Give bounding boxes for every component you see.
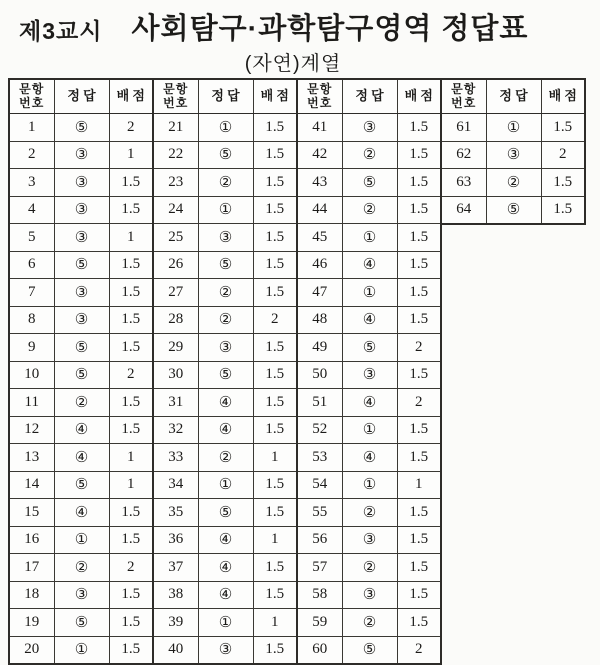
table-row: [9, 526, 153, 554]
question-number-cell: 23: [153, 169, 198, 197]
answer-header: 정 답: [198, 79, 253, 114]
points-header: 배 점: [253, 79, 297, 114]
table-row: [153, 444, 297, 472]
points-cell: 1.5: [109, 306, 153, 334]
question-number-cell: 60: [297, 636, 342, 664]
answer-cell: ③: [342, 114, 397, 142]
answer-tables: [8, 78, 586, 665]
points-cell: 1.5: [397, 499, 441, 527]
points-cell: 1.5: [397, 581, 441, 609]
question-number-cell: 15: [9, 499, 54, 527]
question-number-cell: 29: [153, 334, 198, 362]
table-row: [9, 416, 153, 444]
answer-cell: ②: [486, 169, 541, 197]
table-row: [153, 141, 297, 169]
question-number-cell: 51: [297, 389, 342, 417]
question-number-cell: 12: [9, 416, 54, 444]
question-number-cell: 19: [9, 609, 54, 637]
table-row: [297, 416, 441, 444]
answer-cell: ⑤: [198, 499, 253, 527]
points-cell: 1.5: [397, 279, 441, 307]
answer-cell: ④: [342, 251, 397, 279]
points-cell: 1.5: [253, 636, 297, 664]
question-number-cell: 32: [153, 416, 198, 444]
answer-cell: ①: [198, 114, 253, 142]
table-row: [9, 334, 153, 362]
answer-cell: ③: [486, 141, 541, 169]
points-cell: 1: [109, 141, 153, 169]
header-row: [153, 79, 297, 114]
header-row: [9, 79, 153, 114]
answer-cell: ⑤: [486, 196, 541, 224]
question-number-cell: 41: [297, 114, 342, 142]
points-cell: 1.5: [253, 334, 297, 362]
question-number-cell: 57: [297, 554, 342, 582]
answer-cell: ⑤: [54, 361, 109, 389]
question-number-cell: 27: [153, 279, 198, 307]
table-row: [153, 554, 297, 582]
table-row: [9, 636, 153, 664]
answer-cell: ③: [342, 361, 397, 389]
question-number-cell: 50: [297, 361, 342, 389]
table-row: [153, 389, 297, 417]
answer-cell: ④: [342, 306, 397, 334]
answer-rows-q1-20: [9, 114, 153, 665]
points-cell: 1.5: [397, 196, 441, 224]
table-row: [297, 114, 441, 142]
points-cell: 1.5: [397, 609, 441, 637]
answer-cell: ③: [54, 169, 109, 197]
question-number-cell: 30: [153, 361, 198, 389]
table-row: [153, 526, 297, 554]
question-number-header: 문항 번호: [297, 79, 342, 114]
question-number-cell: 2: [9, 141, 54, 169]
question-number-cell: 36: [153, 526, 198, 554]
points-cell: 1.5: [253, 554, 297, 582]
question-number-cell: 44: [297, 196, 342, 224]
question-number-cell: 59: [297, 609, 342, 637]
question-number-cell: 10: [9, 361, 54, 389]
table-row: [297, 169, 441, 197]
answer-cell: ③: [198, 224, 253, 252]
table-row: [9, 141, 153, 169]
table-row: [9, 444, 153, 472]
table-row: [153, 636, 297, 664]
question-number-cell: 46: [297, 251, 342, 279]
answer-cell: ②: [54, 554, 109, 582]
answer-cell: ②: [54, 389, 109, 417]
answer-cell: ③: [54, 581, 109, 609]
answer-header: 정 답: [54, 79, 109, 114]
answer-cell: ①: [342, 279, 397, 307]
question-number-cell: 1: [9, 114, 54, 142]
answer-cell: ④: [198, 416, 253, 444]
answer-cell: ②: [198, 279, 253, 307]
points-header: 배 점: [109, 79, 153, 114]
points-cell: 1.5: [109, 581, 153, 609]
table-row: [9, 499, 153, 527]
answer-cell: ④: [54, 416, 109, 444]
question-number-cell: 22: [153, 141, 198, 169]
answer-cell: ③: [342, 581, 397, 609]
points-cell: 1.5: [109, 251, 153, 279]
answer-cell: ③: [54, 279, 109, 307]
question-number-cell: 38: [153, 581, 198, 609]
answer-cell: ④: [342, 444, 397, 472]
page-header: [0, 0, 600, 78]
answer-cell: ④: [198, 581, 253, 609]
answer-cell: ④: [54, 444, 109, 472]
answer-table-q41-60: [296, 78, 442, 665]
table-row: [153, 169, 297, 197]
answer-cell: ④: [198, 389, 253, 417]
table-row: [153, 114, 297, 142]
points-cell: 1: [253, 444, 297, 472]
answer-cell: ⑤: [198, 361, 253, 389]
question-number-cell: 58: [297, 581, 342, 609]
question-number-cell: 8: [9, 306, 54, 334]
points-cell: 1.5: [397, 306, 441, 334]
answer-cell: ③: [54, 196, 109, 224]
points-cell: 2: [397, 334, 441, 362]
answer-cell: ②: [198, 306, 253, 334]
points-cell: 1.5: [109, 196, 153, 224]
table-row: [9, 279, 153, 307]
answer-cell: ②: [342, 499, 397, 527]
question-number-cell: 55: [297, 499, 342, 527]
answer-cell: ③: [54, 141, 109, 169]
question-number-cell: 43: [297, 169, 342, 197]
answer-cell: ⑤: [54, 251, 109, 279]
answer-cell: ③: [198, 636, 253, 664]
answer-cell: ①: [54, 636, 109, 664]
table-row: [297, 636, 441, 664]
points-cell: 1.5: [253, 361, 297, 389]
points-cell: 1.5: [253, 196, 297, 224]
answer-cell: ①: [342, 416, 397, 444]
answer-cell: ③: [54, 306, 109, 334]
answer-table-q21-40: [152, 78, 298, 665]
question-number-cell: 6: [9, 251, 54, 279]
question-number-cell: 63: [441, 169, 486, 197]
table-row: [9, 361, 153, 389]
table-row: [297, 306, 441, 334]
answer-cell: ⑤: [198, 251, 253, 279]
question-number-cell: 49: [297, 334, 342, 362]
table-row: [297, 334, 441, 362]
table-row: [9, 609, 153, 637]
answer-cell: ②: [342, 196, 397, 224]
points-cell: 1.5: [397, 114, 441, 142]
points-cell: 2: [397, 636, 441, 664]
answer-cell: ⑤: [198, 141, 253, 169]
answer-cell: ①: [198, 471, 253, 499]
points-cell: 1: [109, 471, 153, 499]
points-cell: 1.5: [397, 251, 441, 279]
answer-cell: ②: [342, 609, 397, 637]
points-cell: 1.5: [253, 169, 297, 197]
answer-header: 정 답: [342, 79, 397, 114]
question-number-cell: 11: [9, 389, 54, 417]
points-cell: 1: [253, 526, 297, 554]
answer-table-q61-64: [440, 78, 586, 225]
table-row: [297, 224, 441, 252]
points-cell: 1.5: [397, 141, 441, 169]
question-number-cell: 26: [153, 251, 198, 279]
table-row: [441, 114, 585, 142]
table-row: [153, 334, 297, 362]
answer-rows-q61-64: [441, 114, 585, 225]
question-number-cell: 42: [297, 141, 342, 169]
points-cell: 1.5: [541, 114, 585, 142]
points-cell: 1.5: [109, 609, 153, 637]
table-row: [297, 471, 441, 499]
answer-cell: ①: [54, 526, 109, 554]
table-row: [297, 499, 441, 527]
points-cell: 1: [253, 609, 297, 637]
points-cell: 1.5: [253, 471, 297, 499]
question-number-cell: 31: [153, 389, 198, 417]
points-cell: 1.5: [253, 141, 297, 169]
table-row: [441, 141, 585, 169]
question-number-cell: 7: [9, 279, 54, 307]
points-cell: 1.5: [541, 169, 585, 197]
question-number-cell: 4: [9, 196, 54, 224]
question-number-cell: 17: [9, 554, 54, 582]
points-cell: 1.5: [397, 444, 441, 472]
table-row: [9, 251, 153, 279]
answer-cell: ①: [198, 609, 253, 637]
question-number-cell: 53: [297, 444, 342, 472]
table-row: [153, 499, 297, 527]
table-row: [9, 169, 153, 197]
points-cell: 1.5: [109, 169, 153, 197]
question-number-cell: 54: [297, 471, 342, 499]
points-cell: 2: [109, 554, 153, 582]
answer-cell: ②: [198, 169, 253, 197]
table-row: [297, 196, 441, 224]
question-number-cell: 18: [9, 581, 54, 609]
question-number-cell: 39: [153, 609, 198, 637]
question-number-cell: 5: [9, 224, 54, 252]
points-cell: 1.5: [253, 114, 297, 142]
table-row: [153, 609, 297, 637]
answer-table-q1-20: [8, 78, 154, 665]
question-number-cell: 62: [441, 141, 486, 169]
points-cell: 1: [109, 224, 153, 252]
answer-cell: ④: [198, 526, 253, 554]
question-number-cell: 45: [297, 224, 342, 252]
answer-cell: ③: [342, 526, 397, 554]
points-cell: 1.5: [397, 554, 441, 582]
answer-cell: ④: [54, 499, 109, 527]
points-cell: 1.5: [109, 636, 153, 664]
period-label: 제3교시: [19, 18, 103, 44]
question-number-header: 문항 번호: [9, 79, 54, 114]
answer-cell: ②: [342, 141, 397, 169]
points-header: 배 점: [397, 79, 441, 114]
answer-header: 정 답: [486, 79, 541, 114]
header-row: [297, 79, 441, 114]
question-number-cell: 33: [153, 444, 198, 472]
table-row: [9, 306, 153, 334]
table-row: [297, 361, 441, 389]
question-number-cell: 28: [153, 306, 198, 334]
answer-cell: ⑤: [54, 334, 109, 362]
points-cell: 1.5: [109, 334, 153, 362]
points-cell: 1: [397, 471, 441, 499]
question-number-cell: 3: [9, 169, 54, 197]
table-row: [9, 389, 153, 417]
points-cell: 1.5: [109, 279, 153, 307]
answer-cell: ④: [342, 389, 397, 417]
table-row: [153, 361, 297, 389]
points-cell: 1.5: [253, 389, 297, 417]
question-number-cell: 14: [9, 471, 54, 499]
question-number-cell: 9: [9, 334, 54, 362]
points-cell: 2: [253, 306, 297, 334]
points-cell: 1.5: [253, 499, 297, 527]
answer-cell: ③: [54, 224, 109, 252]
table-row: [9, 581, 153, 609]
table-row: [153, 196, 297, 224]
answer-cell: ②: [198, 444, 253, 472]
table-row: [297, 279, 441, 307]
header-row: [441, 79, 585, 114]
points-cell: 1.5: [253, 581, 297, 609]
question-number-cell: 48: [297, 306, 342, 334]
points-cell: 1.5: [397, 361, 441, 389]
answer-cell: ⑤: [54, 114, 109, 142]
question-number-cell: 47: [297, 279, 342, 307]
question-number-cell: 13: [9, 444, 54, 472]
points-cell: 2: [397, 389, 441, 417]
table-row: [9, 471, 153, 499]
answer-cell: ⑤: [54, 609, 109, 637]
points-cell: 1.5: [253, 416, 297, 444]
question-number-header: 문항 번호: [441, 79, 486, 114]
table-row: [153, 471, 297, 499]
points-cell: 1.5: [397, 416, 441, 444]
question-number-cell: 20: [9, 636, 54, 664]
table-row: [153, 581, 297, 609]
page-title: 사회탐구·과학탐구영역 정답표: [131, 13, 529, 45]
answer-cell: ②: [342, 554, 397, 582]
points-cell: 1.5: [397, 526, 441, 554]
table-row: [297, 554, 441, 582]
question-number-cell: 52: [297, 416, 342, 444]
question-number-cell: 61: [441, 114, 486, 142]
question-number-cell: 24: [153, 196, 198, 224]
question-number-cell: 34: [153, 471, 198, 499]
answer-cell: ④: [198, 554, 253, 582]
question-number-cell: 25: [153, 224, 198, 252]
table-row: [9, 224, 153, 252]
table-row: [441, 169, 585, 197]
answer-cell: ⑤: [342, 636, 397, 664]
points-cell: 1.5: [109, 499, 153, 527]
points-cell: 1.5: [109, 526, 153, 554]
answer-cell: ①: [342, 224, 397, 252]
answer-cell: ①: [486, 114, 541, 142]
table-row: [441, 196, 585, 224]
table-row: [297, 141, 441, 169]
question-number-cell: 35: [153, 499, 198, 527]
points-cell: 1.5: [109, 389, 153, 417]
question-number-cell: 37: [153, 554, 198, 582]
answer-rows-q41-60: [297, 114, 441, 665]
points-cell: 1: [109, 444, 153, 472]
points-cell: 2: [109, 361, 153, 389]
table-row: [297, 526, 441, 554]
table-row: [297, 444, 441, 472]
question-number-header: 문항 번호: [153, 79, 198, 114]
table-row: [9, 196, 153, 224]
question-number-cell: 40: [153, 636, 198, 664]
points-cell: 1.5: [253, 224, 297, 252]
table-row: [297, 389, 441, 417]
points-cell: 2: [109, 114, 153, 142]
table-row: [9, 114, 153, 142]
table-row: [9, 554, 153, 582]
question-number-cell: 64: [441, 196, 486, 224]
answer-cell: ①: [198, 196, 253, 224]
table-row: [297, 251, 441, 279]
points-cell: 2: [541, 141, 585, 169]
answer-cell: ⑤: [342, 334, 397, 362]
points-cell: 1.5: [397, 169, 441, 197]
answer-cell: ⑤: [54, 471, 109, 499]
points-cell: 1.5: [253, 279, 297, 307]
table-row: [297, 581, 441, 609]
answer-cell: ⑤: [342, 169, 397, 197]
answer-cell: ③: [198, 334, 253, 362]
table-row: [297, 609, 441, 637]
table-row: [153, 251, 297, 279]
table-row: [153, 306, 297, 334]
answer-cell: ①: [342, 471, 397, 499]
points-cell: 1.5: [253, 251, 297, 279]
points-cell: 1.5: [109, 416, 153, 444]
answer-rows-q21-40: [153, 114, 297, 665]
question-number-cell: 21: [153, 114, 198, 142]
page-subtitle: (자연)계열: [244, 53, 342, 75]
question-number-cell: 16: [9, 526, 54, 554]
points-cell: 1.5: [541, 196, 585, 224]
table-row: [153, 279, 297, 307]
points-header: 배 점: [541, 79, 585, 114]
table-row: [153, 416, 297, 444]
points-cell: 1.5: [397, 224, 441, 252]
table-row: [153, 224, 297, 252]
question-number-cell: 56: [297, 526, 342, 554]
